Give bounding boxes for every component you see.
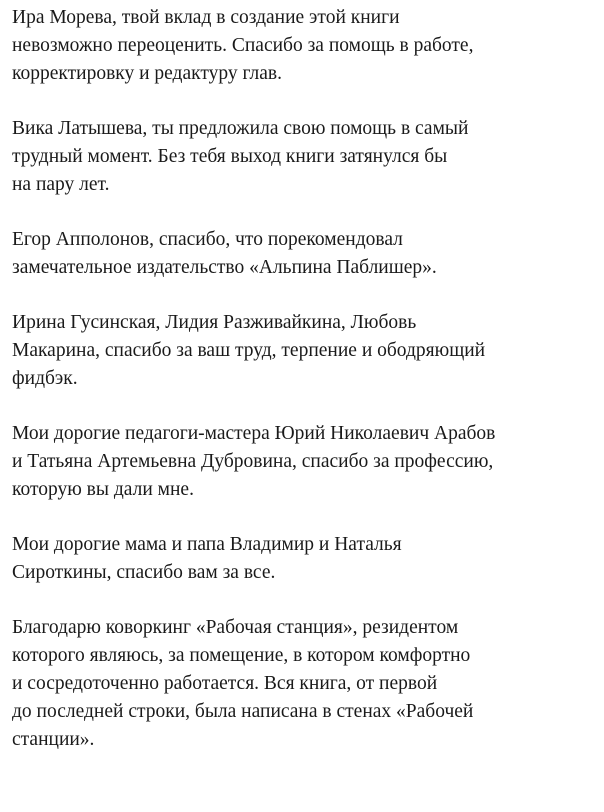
text-line: на пару лет.	[12, 174, 110, 195]
text-line: невозможно переоценить. Спасибо за помощь в работе,	[12, 35, 474, 56]
paragraph	[12, 226, 600, 282]
paragraph	[12, 614, 600, 754]
text-line: и сосредоточенно работается. Вся книга, от первой	[12, 673, 438, 694]
text-line: корректировку и редактуру глав.	[12, 63, 282, 84]
paragraph	[12, 531, 600, 587]
paragraph	[12, 4, 600, 88]
text-line: Егор Апполонов, спасибо, что порекомендовал	[12, 229, 403, 250]
text-line: до последней строки, была написана в стенах «Рабочей	[12, 701, 474, 722]
paragraph	[12, 115, 600, 199]
text-line: замечательное издательство «Альпина Паблишер».	[12, 257, 437, 278]
text-line: Сироткины, спасибо вам за все.	[12, 562, 276, 583]
text-line: станции».	[12, 729, 95, 750]
text-line: и Татьяна Артемьевна Дубровина, спасибо за профессию,	[12, 451, 494, 472]
text-line: Ирина Гусинская, Лидия Разживайкина, Любовь	[12, 312, 417, 333]
text-line: которого являюсь, за помещение, в котором комфортно	[12, 645, 471, 666]
text-line: фидбэк.	[12, 368, 78, 389]
text-line: Ира Морева, твой вклад в создание этой книги	[12, 7, 400, 28]
text-line: Вика Латышева, ты предложила свою помощь в самый	[12, 118, 469, 139]
acknowledgements-page	[12, 4, 600, 781]
text-line: Мои дорогие мама и папа Владимир и Наталья	[12, 534, 402, 555]
text-line: которую вы дали мне.	[12, 479, 194, 500]
text-line: трудный момент. Без тебя выход книги затянулся бы	[12, 146, 448, 167]
paragraph	[12, 420, 600, 504]
paragraph	[12, 309, 600, 393]
text-line: Благодарю коворкинг «Рабочая станция», резидентом	[12, 617, 459, 638]
text-line: Мои дорогие педагоги-мастера Юрий Николаевич Арабов	[12, 423, 496, 444]
text-line: Макарина, спасибо за ваш труд, терпение и ободряющий	[12, 340, 486, 361]
